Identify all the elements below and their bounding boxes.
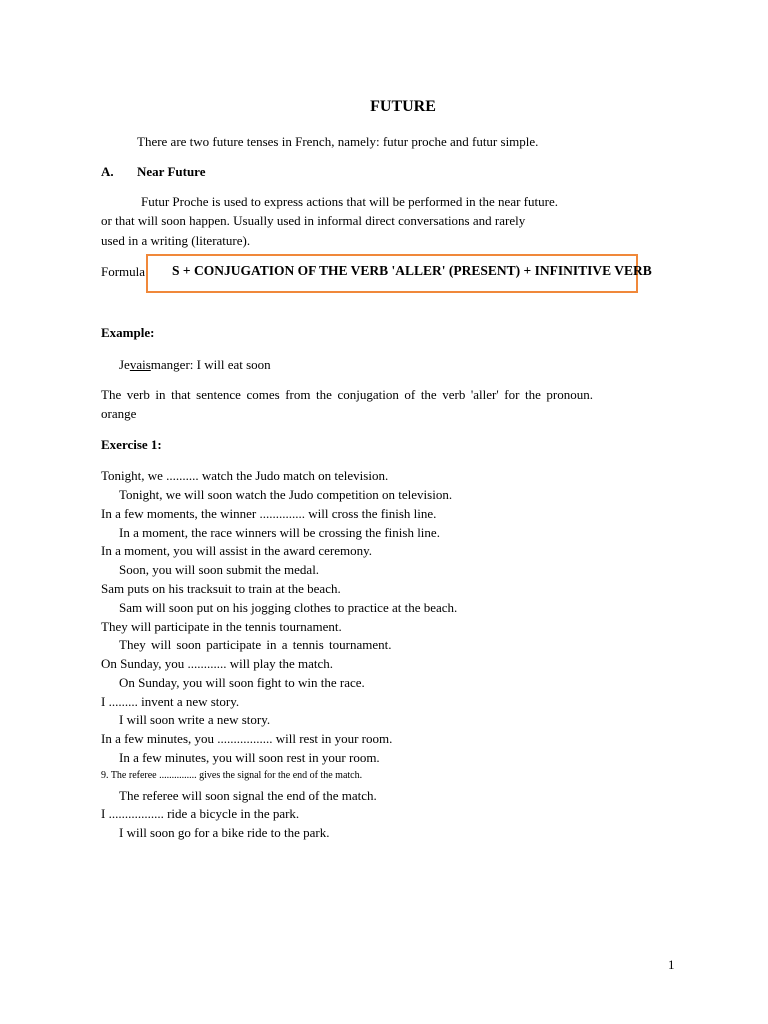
exercise-question: Tonight, we .......... watch the Judo match on television.: [101, 468, 389, 483]
exercise-answer: I will soon write a new story.: [119, 712, 271, 727]
formula-text: S + CONJUGATION OF THE VERB 'ALLER' (PRESENT) + INFINITIVE VERB: [172, 263, 652, 278]
exercise-answer: I will soon go for a bike ride to the park.: [119, 825, 330, 840]
paragraph-line: Futur Proche is used to express actions that will be performed in the near future.: [141, 194, 558, 209]
exercise-question: On Sunday, you ............ will play the match.: [101, 656, 334, 671]
example-rest: manger: I will eat soon: [150, 357, 271, 372]
explanation-line: The verb in that sentence comes from the conjugation of the verb 'aller' for the pronoun.: [101, 387, 593, 402]
exercise-answer: On Sunday, you will soon fight to win the race.: [119, 675, 365, 690]
page-title: FUTURE: [370, 98, 436, 115]
exercise-answer: Tonight, we will soon watch the Judo competition on television.: [119, 487, 453, 502]
exercise-answer: In a few minutes, you will soon rest in your room.: [119, 750, 380, 765]
example-je: Je: [119, 357, 130, 372]
exercise-question: 9. The referee ............... gives the signal for the end of the match.: [101, 770, 363, 781]
exercise-answer: The referee will soon signal the end of the match.: [119, 788, 377, 803]
exercise-question: I ................. ride a bicycle in the park.: [101, 806, 300, 821]
exercise-answer: Sam will soon put on his jogging clothes to practice at the beach.: [119, 600, 458, 615]
exercise-answer: In a moment, the race winners will be crossing the finish line.: [119, 525, 440, 540]
section-marker: A.: [101, 164, 114, 179]
exercise-question: I ......... invent a new story.: [101, 694, 240, 709]
paragraph-line: or that will soon happen. Usually used in informal direct conversations and rarely: [101, 213, 526, 228]
section-heading: Near Future: [137, 164, 206, 179]
page-number: 1: [668, 957, 675, 972]
explanation-line: orange: [101, 406, 137, 421]
exercise-heading: Exercise 1:: [101, 437, 162, 452]
paragraph-line: used in a writing (literature).: [101, 233, 251, 248]
intro-text: There are two future tenses in French, namely: futur proche and futur simple.: [137, 134, 539, 149]
exercise-question: They will participate in the tennis tournament.: [101, 619, 342, 634]
exercise-answer: They will soon participate in a tennis tournament.: [119, 637, 392, 652]
exercise-question: Sam puts on his tracksuit to train at the beach.: [101, 581, 341, 596]
exercise-question: In a moment, you will assist in the award ceremony.: [101, 543, 373, 558]
example-heading: Example:: [101, 325, 155, 340]
exercise-question: In a few moments, the winner .............. will cross the finish line.: [101, 506, 437, 521]
formula-label: Formula: [101, 264, 146, 279]
example-sentence: [119, 357, 271, 373]
exercise-question: In a few minutes, you ................. will rest in your room.: [101, 731, 393, 746]
example-vais: vais: [129, 357, 151, 372]
exercise-answer: Soon, you will soon submit the medal.: [119, 562, 320, 577]
